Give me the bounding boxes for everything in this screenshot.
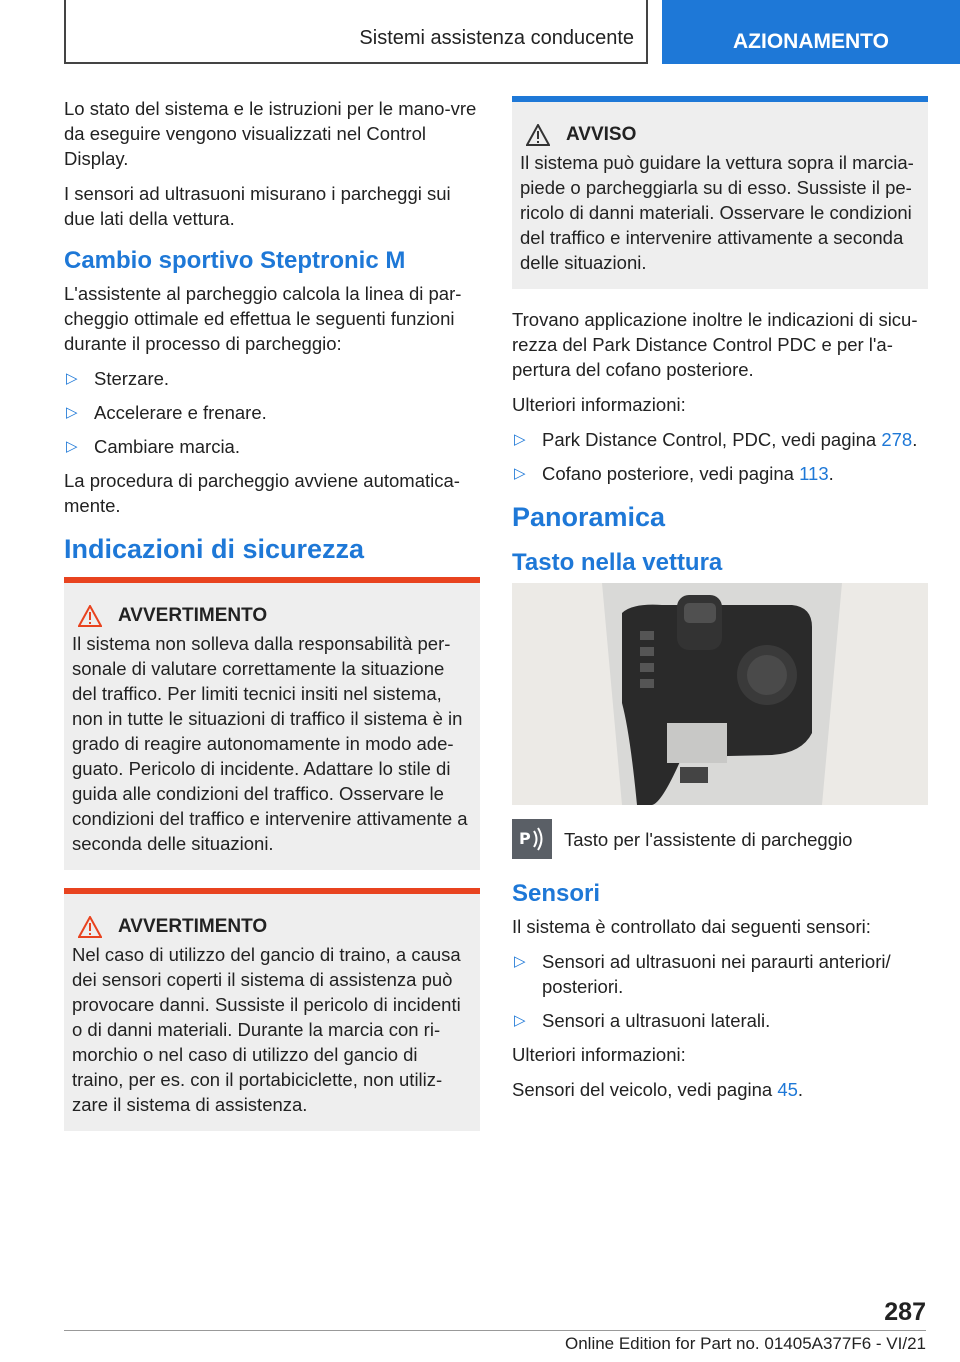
heading-panoramica: Panoramica (512, 502, 666, 532)
paragraph: I sensori ad ultrasuoni misurano i parcheggi sui due lati della vettura. (64, 183, 451, 229)
edition-note: Online Edition for Part no. 01405A377F6 - VI/21 (564, 1334, 926, 1353)
triangle-bullet-icon: ▷ (514, 953, 526, 970)
paragraph: Il sistema è controllato dai seguenti sensori: (512, 916, 871, 937)
heading-tasto-vettura: Tasto nella vettura (512, 549, 723, 576)
heading-sensori: Sensori (512, 880, 601, 907)
notice-box (512, 96, 928, 289)
center-console-photo (512, 583, 928, 805)
park-assist-button-icon (512, 819, 552, 859)
triangle-bullet-icon: ▷ (514, 431, 526, 448)
paragraph: Ulteriori informazioni: (512, 1044, 686, 1065)
warning-box (64, 577, 480, 870)
triangle-bullet-icon: ▷ (66, 438, 78, 455)
triangle-bullet-icon: ▷ (66, 370, 78, 387)
heading-indicazioni-sicurezza: Indicazioni di sicurezza (64, 534, 365, 564)
notice-text: Il sistema può guidare la vettura sopra il marcia-piede o parcheggiarla su di esso. Sussiste il pe-ricolo di danni materiali. Osservare le condizioni del traffico e intervenire attivamente a seconda delle situazioni. (520, 152, 914, 273)
warning-triangle-icon (526, 124, 550, 146)
page-number: 287 (884, 1298, 926, 1326)
footer-divider (64, 1330, 926, 1331)
reference-list (512, 427, 928, 486)
warning-header (72, 605, 472, 627)
running-header (64, 0, 648, 64)
list-item: ▷ Park Distance Control, PDC, vedi pagina 278. (514, 429, 918, 450)
page-link-113[interactable]: 113 (799, 463, 829, 484)
paragraph: Sensori del veicolo, vedi pagina 45. (512, 1079, 804, 1100)
sensor-list (512, 949, 928, 1033)
paragraph: L'assistente al parcheggio calcola la linea di par-cheggio ottimale ed effettua le seguenti funzioni durante il processo di parcheggio: (64, 283, 462, 354)
chapter-tab[interactable] (662, 0, 960, 64)
list-item: ▷ Sensori a ultrasuoni laterali. (514, 1010, 771, 1031)
section-title: Sistemi assistenza conducente (359, 27, 634, 49)
notice-title: AVVISO (566, 124, 637, 145)
caption-row (512, 819, 928, 862)
right-column (512, 96, 928, 1112)
page-link-278[interactable]: 278 (881, 429, 913, 450)
notice-header (520, 124, 920, 146)
warning-title: AVVERTIMENTO (118, 916, 268, 937)
list-item: ▷ Sterzare. (66, 368, 170, 389)
button-caption: Tasto per l'assistente di parcheggio (564, 829, 853, 850)
paragraph: Ulteriori informazioni: (512, 394, 686, 415)
warning-box (64, 888, 480, 1131)
left-column (64, 96, 480, 1149)
paragraph: Trovano applicazione inoltre le indicazioni di sicu-rezza del Park Distance Control PDC e per l'a-pertura del cofano posteriore. (512, 309, 918, 380)
triangle-bullet-icon: ▷ (66, 404, 78, 421)
warning-text: Nel caso di utilizzo del gancio di traino, a causa dei sensori coperti il sistema di assistenza può provocare danni. Sussiste il pericolo di incidenti o di danni materiali. Durante la marcia con ri-morchio o nel caso di utilizzo del gancio di traino, per es. con il portabiciclette, non utiliz-zare il sistema di assistenza. (72, 944, 461, 1115)
triangle-bullet-icon: ▷ (514, 465, 526, 482)
function-list (64, 366, 480, 459)
svg-text:P: P (519, 829, 531, 848)
warning-triangle-icon (78, 605, 102, 627)
page-link-45[interactable]: 45 (777, 1079, 798, 1100)
list-item: ▷ Cofano posteriore, vedi pagina 113. (514, 463, 834, 484)
warning-title: AVVERTIMENTO (118, 605, 268, 626)
list-item: ▷ Accelerare e frenare. (66, 402, 267, 423)
heading-cambio-sportivo: Cambio sportivo Steptronic M (64, 247, 406, 274)
chapter-tab-label: AZIONAMENTO (733, 30, 889, 53)
list-item: ▷ Cambiare marcia. (66, 436, 240, 457)
triangle-bullet-icon: ▷ (514, 1012, 526, 1029)
paragraph: La procedura di parcheggio avviene automatica-mente. (64, 470, 460, 516)
warning-header (72, 916, 472, 938)
warning-triangle-icon (78, 916, 102, 938)
paragraph: Lo stato del sistema e le istruzioni per le mano-vre da eseguire vengono visualizzati nel Control Display. (64, 98, 477, 169)
list-item: ▷ Sensori ad ultrasuoni nei paraurti anteriori/ posteriori. (514, 951, 891, 997)
warning-text: Il sistema non solleva dalla responsabilità per-sonale di valutare correttamente la situazione del traffico. Per limiti tecnici insiti nel sistema, non in tutte le situazioni di traffico il sistema è in grado di reagire autonomamente in modo ade-guato. Pericolo di incidente. Adattare lo stile di guida alle condizioni del traffico. Osservare le condizioni del traffico e intervenire attivamente a seconda delle situazioni. (72, 633, 468, 854)
